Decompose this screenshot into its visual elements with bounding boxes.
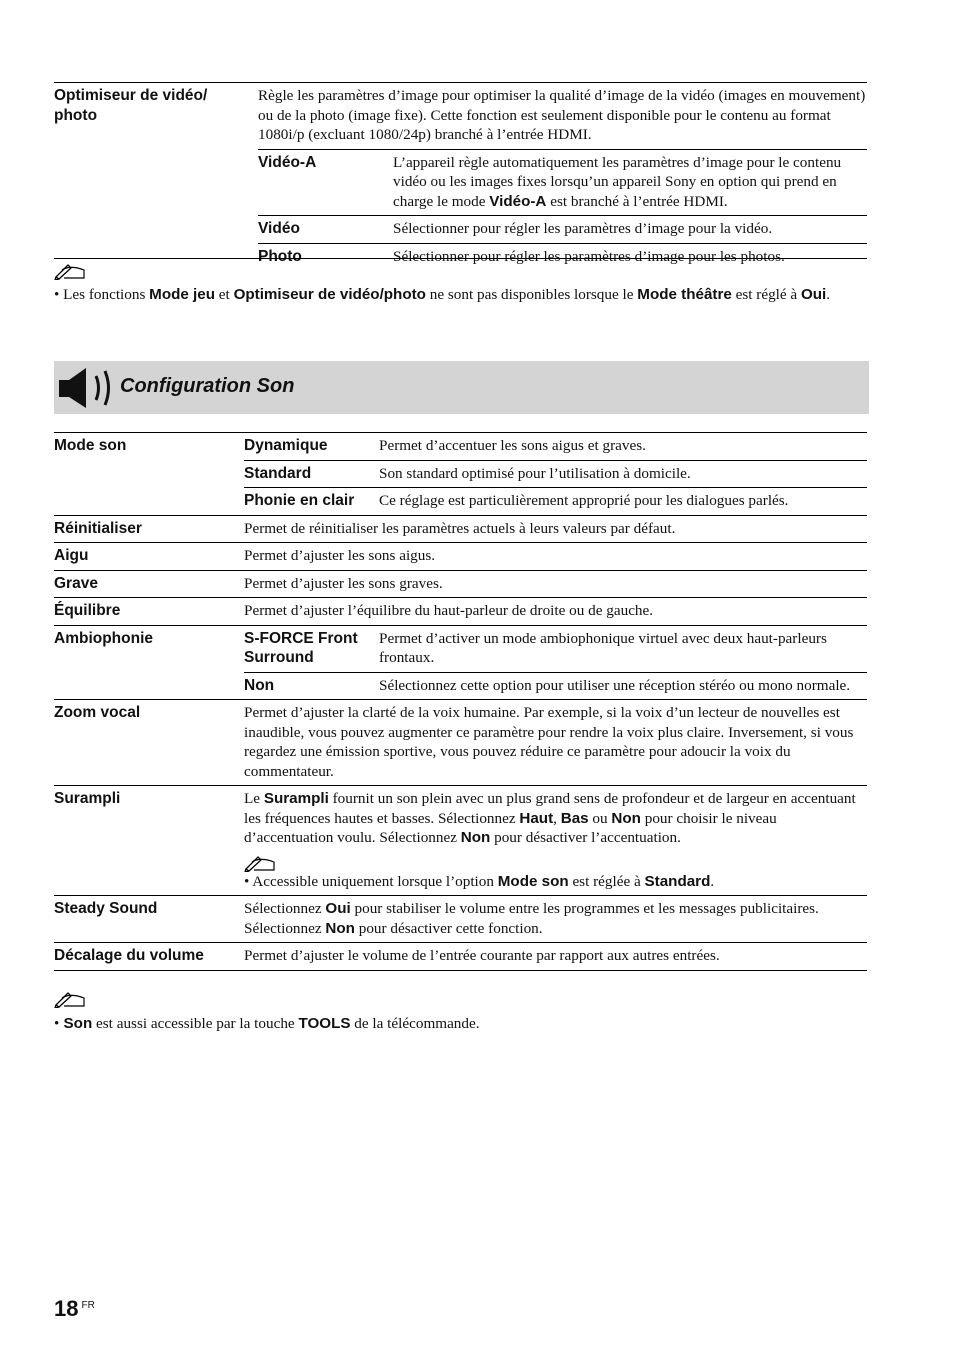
option-label-video: Vidéo <box>258 216 393 244</box>
option-label-video-a: Vidéo-A <box>258 149 393 216</box>
row-label-equilibre: Équilibre <box>54 598 244 626</box>
row-label-steady-sound: Steady Sound <box>54 896 244 943</box>
row-label-optimiseur: Optimiseur de vidéo/ photo <box>54 83 258 271</box>
sound-settings-table <box>54 432 867 971</box>
row-label-mode-son: Mode son <box>54 433 244 516</box>
row-label-decalage: Décalage du volume <box>54 943 244 971</box>
row-label-reinitialiser: Réinitialiser <box>54 515 244 543</box>
row-label-aigu: Aigu <box>54 543 244 571</box>
row-label-zoom-vocal: Zoom vocal <box>54 700 244 786</box>
note-2: • Son est aussi accessible par la touche TOOLS de la télécommande. <box>54 1015 480 1032</box>
row-desc-decalage: Permet d’ajuster le volume de l’entrée courante par rapport aux autres entrées. <box>244 943 867 971</box>
surampli-note-icon-wrap <box>244 848 867 872</box>
option-desc-video-a: L’appareil règle automatiquement les paramètres d’image pour le contenu vidéo ou les images fixes lorsqu’un appareil Sony en option qui prend en charge le mode Vidéo-A est branché à l’entrée HDMI. <box>393 149 867 216</box>
option-label-non: Non <box>244 672 379 700</box>
row-desc-aigu: Permet d’ajuster les sons aigus. <box>244 543 867 571</box>
page-number: 18 $^{FR}$ <box>54 1296 95 1321</box>
table-bottom-rule <box>54 970 867 971</box>
row-desc-surampli: Le Surampli fournit un son plein avec un plus grand sens de profondeur et de largeur en accentuant les fréquences hautes et basses. Sélectionnez Haut, Bas ou Non pour choisir le niveau d’accentuation voulu. Sélectionnez Non pour désactiver l’accentuation. • Accessible uniquement lorsque l’option Mode son est réglée à Standard. <box>244 786 867 896</box>
row-desc-zoom-vocal: Permet d’ajuster la clarté de la voix humaine. Par exemple, si la voix d’un lecteur de nouvelles est inaudible, vous pouvez augmenter ce paramètre pour rendre la voix plus claire. Inversement, si vous regardez une émission sportive, vous pouvez réduire ce paramètre pour adoucir la voix du commentateur. <box>244 700 867 786</box>
option-desc-standard: Son standard optimisé pour l’utilisation à domicile. <box>379 460 867 488</box>
surampli-note: • Accessible uniquement lorsque l’option Mode son est réglée à Standard. <box>244 872 715 890</box>
option-desc-non: Sélectionnez cette option pour utiliser une réception stéréo ou mono normale. <box>379 672 867 700</box>
option-desc-video: Sélectionner pour régler les paramètres d’image pour la vidéo. <box>393 216 867 244</box>
row-desc-equilibre: Permet d’ajuster l’équilibre du haut-parleur de droite ou de gauche. <box>244 598 867 626</box>
option-desc-photo: Sélectionner pour régler les paramètres d’image pour les photos. <box>393 243 867 270</box>
row-desc-optimiseur: Règle les paramètres d’image pour optimiser la qualité d’image de la vidéo (images en mouvement) ou de la photo (image fixe). Cette fonction est seulement disponible pour le contenu au format 1080i/p (excluant 1080/24p) branché à l’entrée HDMI. <box>258 83 867 150</box>
option-desc-phonie: Ce réglage est particulièrement approprié pour les dialogues parlés. <box>379 488 867 516</box>
option-desc-dynamique: Permet d’accentuer les sons aigus et graves. <box>379 433 867 461</box>
option-label-photo: Photo <box>258 243 393 270</box>
option-desc-sforce: Permet d’activer un mode ambiophonique virtuel avec deux haut-parleurs frontaux. <box>379 625 867 672</box>
note-pencil-icon <box>54 990 88 1008</box>
row-desc-grave: Permet d’ajuster les sons graves. <box>244 570 867 598</box>
row-desc-steady-sound: Sélectionnez Oui pour stabiliser le volume entre les programmes et les messages publicitaires. Sélectionnez Non pour désactiver cette fonction. <box>244 896 867 943</box>
section-title: Configuration Son <box>120 375 295 397</box>
note-1: • Les fonctions Mode jeu et Optimiseur de vidéo/photo ne sont pas disponibles lorsque le Mode théâtre est réglé à Oui. <box>54 286 831 303</box>
row-label-surampli: Surampli <box>54 786 244 896</box>
picture-settings-table <box>54 82 867 270</box>
option-label-standard: Standard <box>244 460 379 488</box>
table-bottom-rule <box>54 258 867 259</box>
speaker-icon <box>56 366 116 410</box>
note-pencil-icon <box>244 854 278 872</box>
option-label-sforce: S-FORCE Front Surround <box>244 625 379 672</box>
row-label-ambiophonie: Ambiophonie <box>54 625 244 700</box>
row-desc-reinitialiser: Permet de réinitialiser les paramètres actuels à leurs valeurs par défaut. <box>244 515 867 543</box>
option-label-dynamique: Dynamique <box>244 433 379 461</box>
page-language-suffix: FR <box>81 1300 95 1311</box>
option-label-phonie: Phonie en clair <box>244 488 379 516</box>
note-pencil-icon <box>54 262 88 280</box>
section-banner <box>54 361 869 414</box>
row-label-grave: Grave <box>54 570 244 598</box>
